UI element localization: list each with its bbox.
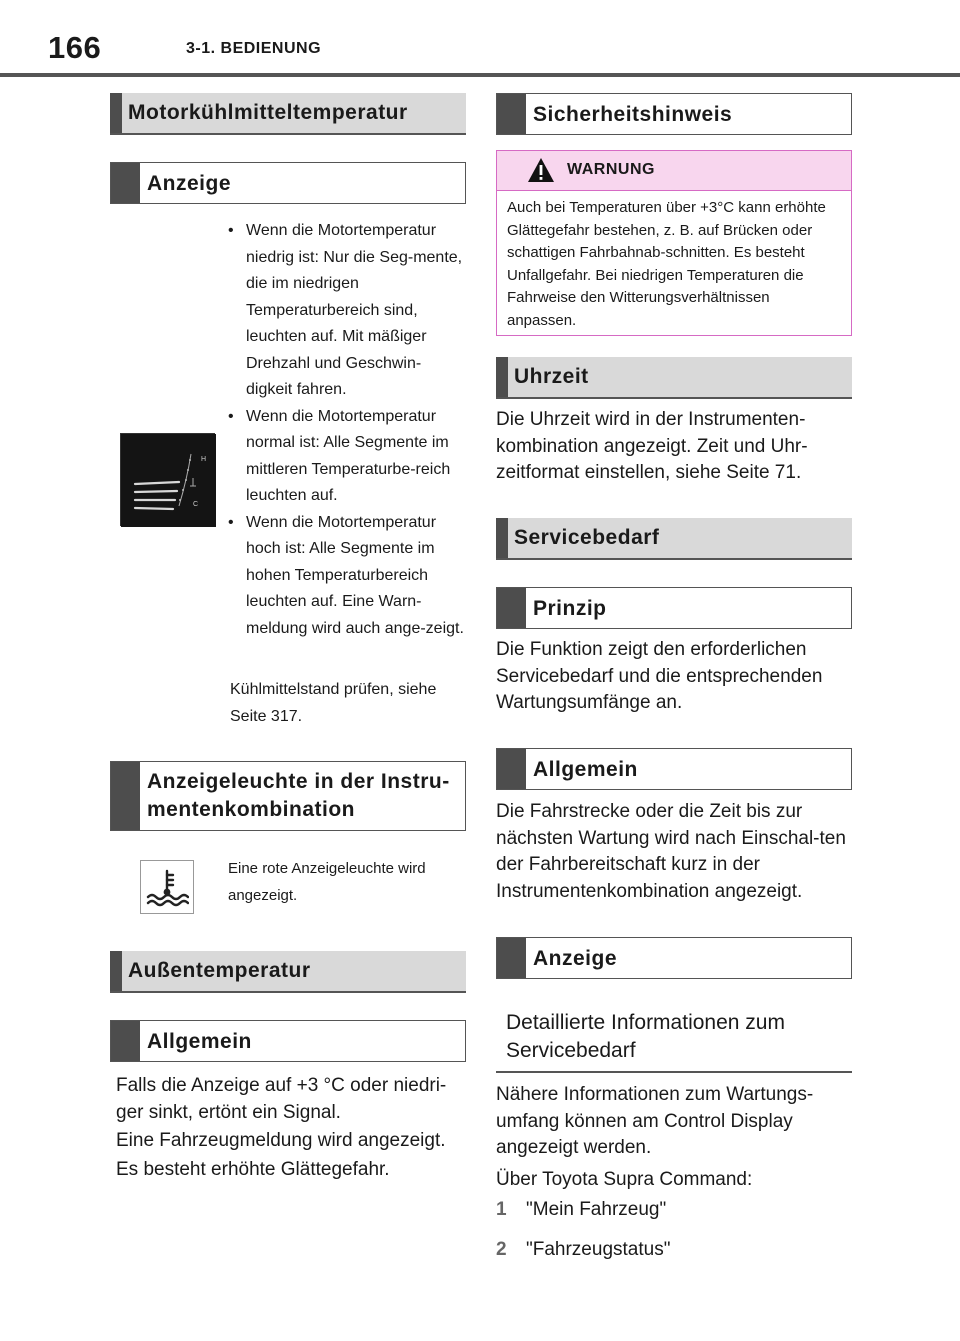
subheading-display: Anzeige <box>110 162 466 204</box>
heading-time: Uhrzeit <box>496 357 852 399</box>
step-number: 1 <box>496 1199 507 1220</box>
indicator-note: Eine rote Anzeigeleuchte wird angezeigt. <box>228 860 426 904</box>
subheading-indicator-light: Anzeigeleuchte in der Instru-mentenkombination <box>110 761 466 831</box>
coolant-warning-icon <box>140 860 194 914</box>
step-number: 2 <box>496 1239 507 1260</box>
page-number: 166 <box>48 30 102 65</box>
subheading-principle: Prinzip <box>496 587 852 629</box>
warning-box <box>496 150 852 336</box>
list-item: • Wenn die Motortemperatur niedrig ist: Nur die Seg-mente, die im niedrigen Temperaturbereich sind, leuchten auf. Mit mäßiger Drehzahl und Geschwin-digkeit fahren. <box>226 218 466 404</box>
subheading-general-left: Allgemein <box>110 1020 466 1062</box>
warning-triangle-icon <box>527 157 555 188</box>
detail-info-title: Detaillierte Informationen zum Servicebedarf <box>496 1000 852 1073</box>
warning-text: Auch bei Temperaturen über +3°C kann erhöhte Glättegefahr bestehen, z. B. auf Brücken oder schattigen Fahrbahnab-schnitten. Es besteht Unfallgefahr. Bei niedrigen Temperaturen die Fahrweise den Witterungsverhältnissen anpassen. <box>507 199 826 329</box>
gauge-cold-label: C <box>193 501 199 508</box>
list-item: • Wenn die Motortemperatur normal ist: Alle Segmente im mittleren Temperaturbe-reich leuchten auf. <box>226 404 466 510</box>
paragraph-general: Die Fahrstrecke oder die Zeit bis zur nächsten Wartung wird nach Einschal-ten der Fahrbereitschaft kurz in der Instrumentenkombination angezeigt. <box>496 801 846 902</box>
paragraph-time: Die Uhrzeit wird in der Instrumenten-kombination angezeigt. Zeit und Uhr-zeitformat einstellen, siehe Seite 71. <box>496 409 808 483</box>
header-rule <box>0 73 960 77</box>
coolant-gauge-image <box>120 433 215 526</box>
temperature-bullet-list <box>226 218 466 642</box>
step-label: "Fahrzeugstatus" <box>526 1239 671 1260</box>
heading-coolant-temperature: Motorkühlmitteltemperatur <box>110 93 466 135</box>
heading-service: Servicebedarf <box>496 518 852 560</box>
heading-outside-temperature: Außentemperatur <box>110 951 466 993</box>
check-coolant-note: Kühlmittelstand prüfen, siehe Seite 317. <box>230 681 437 725</box>
step-item <box>496 1237 670 1264</box>
subheading-safety-note: Sicherheitshinweis <box>496 93 852 135</box>
step-item <box>496 1197 666 1224</box>
list-item: • Wenn die Motortemperatur hoch ist: Alle Segmente im hohen Temperaturbereich leuchten auf. Eine Warn-meldung wird auch ange-zeigt. <box>226 510 466 643</box>
warning-label: WARNUNG <box>567 161 655 178</box>
paragraph-vehicle-message: Eine Fahrzeugmeldung wird angezeigt. <box>116 1130 446 1151</box>
subheading-general-right: Allgemein <box>496 748 852 790</box>
paragraph-signal: Falls die Anzeige auf +3 °C oder niedri-ger sinkt, ertönt ein Signal. <box>116 1075 447 1123</box>
paragraph-slip-risk: Es besteht erhöhte Glättegefahr. <box>116 1159 390 1180</box>
step-label: "Mein Fahrzeug" <box>526 1199 667 1220</box>
paragraph-principle: Die Funktion zeigt den erforderlichen Servicebedarf und die entsprechenden Wartungsumfänge an. <box>496 639 823 713</box>
subheading-display-right: Anzeige <box>496 937 852 979</box>
section-label: 3-1. BEDIENUNG <box>186 40 322 57</box>
paragraph-detail: Nähere Informationen zum Wartungs-umfang können am Control Display angezeigt werden. <box>496 1084 814 1158</box>
gauge-hot-label: H <box>201 456 207 463</box>
paragraph-command: Über Toyota Supra Command: <box>496 1169 753 1190</box>
warning-header <box>497 151 851 191</box>
